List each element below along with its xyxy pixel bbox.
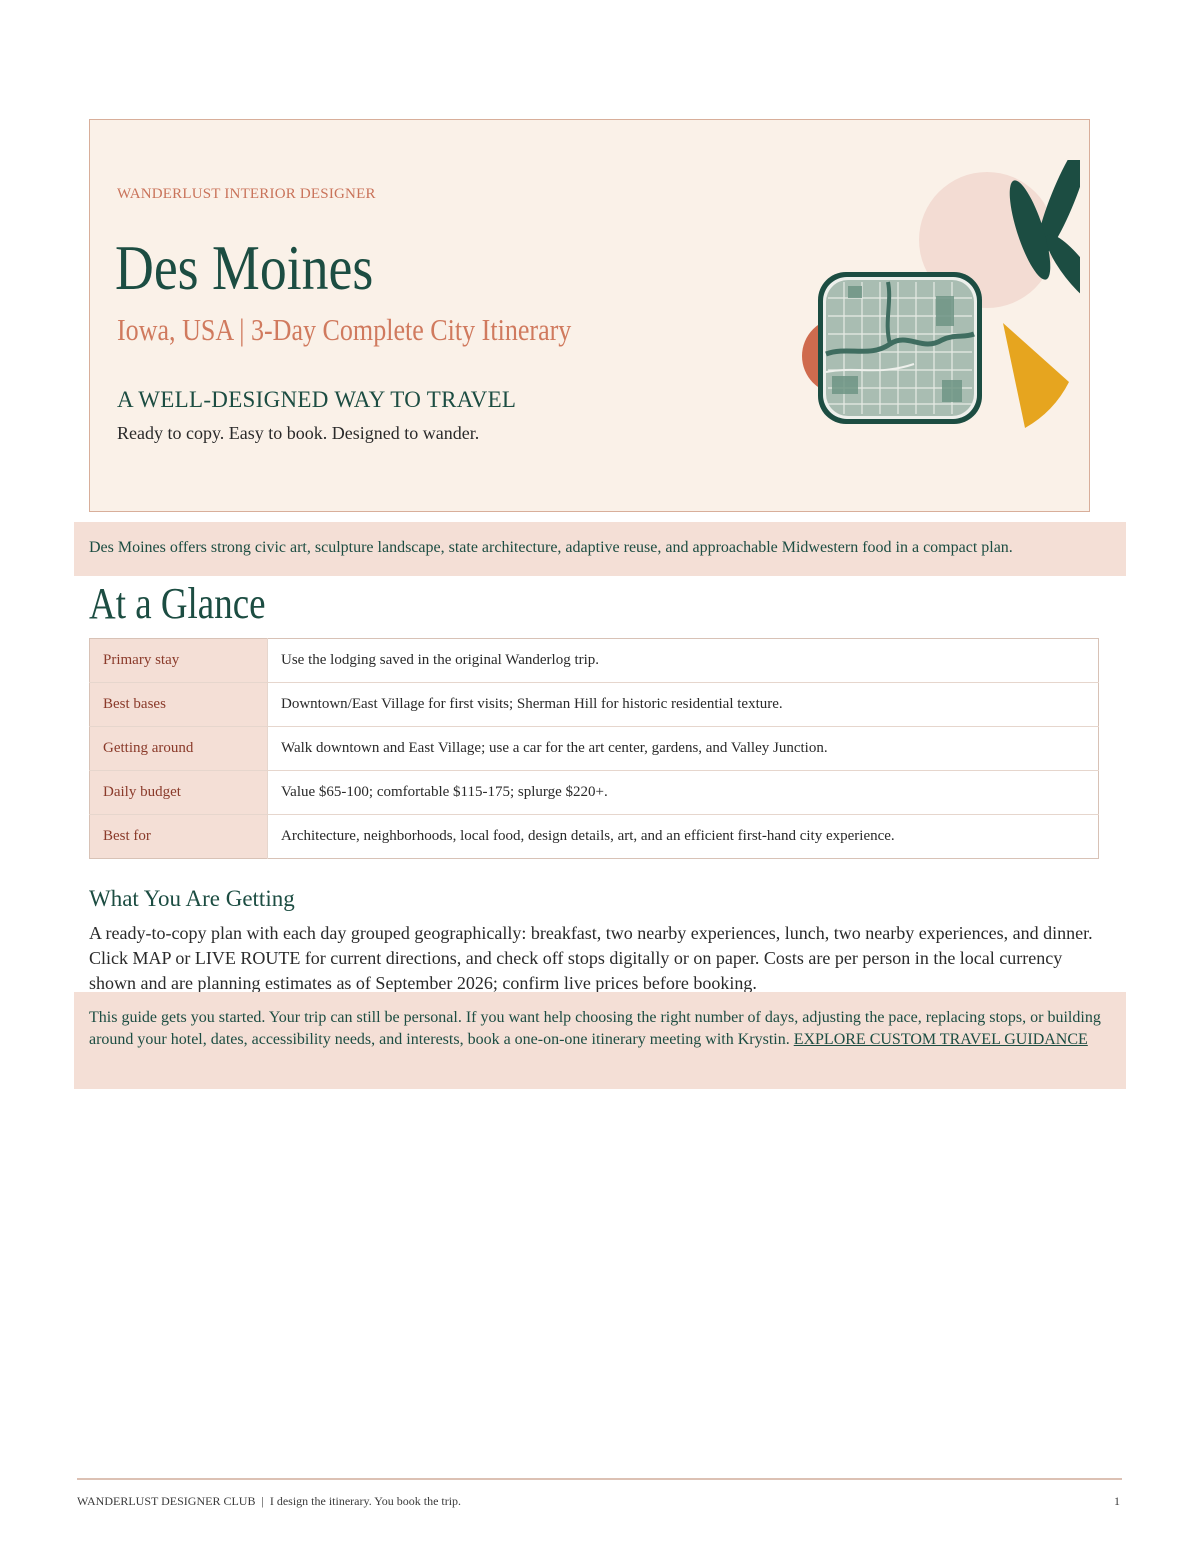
footer-tagline: I design the itinerary. You book the trip.: [269, 1494, 462, 1508]
row-value: Architecture, neighborhoods, local food, design details, art, and an efficient first-hand city experience.: [268, 815, 1099, 859]
tagline: A WELL-DESIGNED WAY TO TRAVEL: [117, 387, 517, 412]
row-label: Getting around: [90, 727, 268, 771]
row-value: Use the lodging saved in the original Wanderlog trip.: [281, 652, 600, 668]
row-label: Best bases: [90, 683, 268, 727]
at-a-glance-heading: At a Glance: [89, 579, 266, 628]
row-label: Best for: [90, 815, 268, 859]
table-row: [90, 727, 1099, 771]
table-row: [90, 771, 1099, 815]
footer-separator: |: [261, 1494, 264, 1508]
footer-divider: [77, 1478, 1122, 1480]
row-value: Downtown/East Village for first visits; Sherman Hill for historic residential texture.: [268, 683, 1099, 727]
page-title: Des Moines: [115, 232, 374, 303]
city-map-illustration: [790, 160, 1080, 440]
footer-brand: WANDERLUST DESIGNER CLUB: [77, 1494, 256, 1508]
what-you-are-getting-body: A ready-to-copy plan with each day grouped geographically: breakfast, two nearby experiences, lunch, two nearby experiences, and dinner. Click MAP or LIVE ROUTE for current directions, and check off stops digitally or on paper. Costs are per person in the local currency shown and are planning estimates as of September 2026; confirm live prices before booking.: [89, 923, 1093, 992]
table-row: [90, 683, 1099, 727]
brand-eyebrow: WANDERLUST INTERIOR DESIGNER: [117, 186, 376, 202]
row-value: Value $65-100; comfortable $115-175; splurge $220+.: [268, 771, 1099, 815]
intro-banner: Des Moines offers strong civic art, sculpture landscape, state architecture, adaptive reuse, and approachable Midwestern food in a compact plan.: [74, 522, 1126, 576]
custom-guidance-banner: [74, 992, 1126, 1089]
page-subtitle: Iowa, USA | 3-Day Complete City Itinerary: [117, 312, 572, 347]
custom-guidance-text: This guide gets you started. Your trip can still be personal. If you want help choosing the right number of days, adjusting the pace, replacing stops, or building around your hotel, dates, accessibility needs, and interests, book a one-on-one itinerary meeting with Krystin.: [89, 1009, 1101, 1048]
at-a-glance-table: [89, 638, 1099, 859]
what-you-are-getting-heading: What You Are Getting: [89, 886, 295, 911]
tagline-subtext: Ready to copy. Easy to book. Designed to wander.: [117, 423, 480, 443]
table-row: [90, 639, 1099, 683]
row-value: Walk downtown and East Village; use a car for the art center, gardens, and Valley Junction.: [268, 727, 1099, 771]
hero-banner: [89, 119, 1090, 512]
explore-custom-guidance-link[interactable]: EXPLORE CUSTOM TRAVEL GUIDANCE: [793, 1031, 1088, 1048]
table-row: [90, 815, 1099, 859]
footer: [77, 1494, 461, 1509]
row-label: Daily budget: [90, 771, 268, 815]
row-label: Primary stay: [90, 639, 268, 683]
page-number: 1: [1114, 1494, 1120, 1508]
